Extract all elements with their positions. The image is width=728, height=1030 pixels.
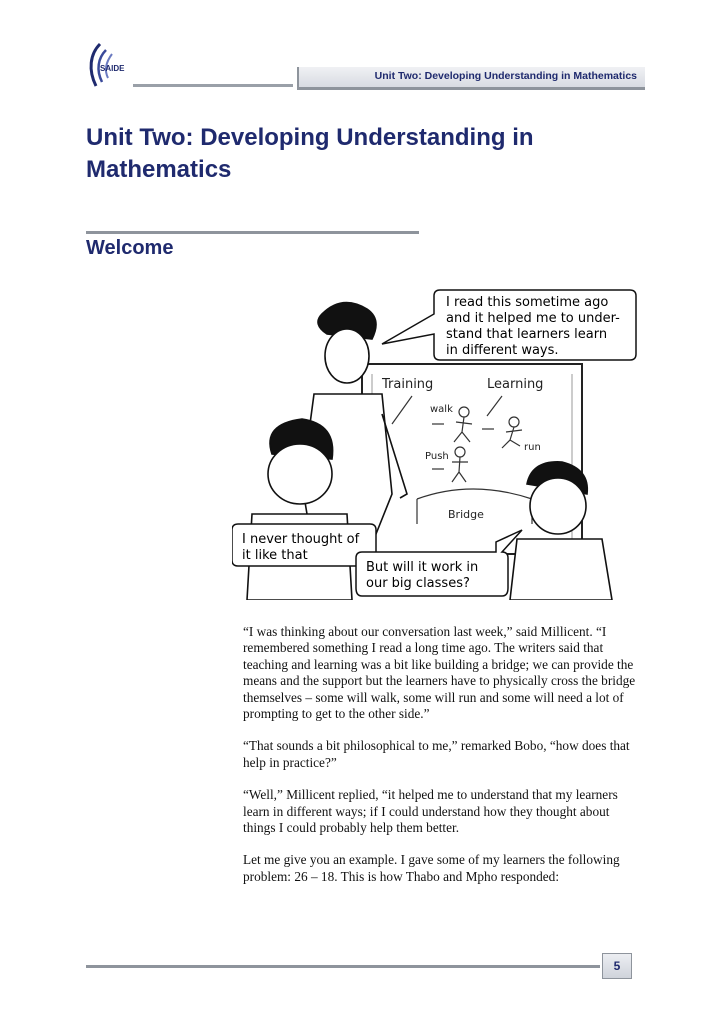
bubble-teacher-line: in different ways.	[446, 343, 559, 358]
header-tab	[297, 67, 645, 90]
footer-rule	[86, 965, 600, 968]
board-label-push: Push	[425, 451, 449, 462]
bubble-left-line: I never thought of	[242, 532, 360, 547]
paragraph: “Well,” Millicent replied, “it helped me to understand that my learners learn in different ways; if I could understand how they thought about things I could probably help them better.	[243, 787, 618, 836]
board-label-bridge: Bridge	[448, 508, 484, 521]
bubble-right-line: our big classes?	[366, 576, 470, 591]
unit-title: Unit Two: Developing Understanding in Mathematics	[86, 124, 534, 183]
board-label-training: Training	[382, 377, 434, 392]
bubble-left-line: it like that	[242, 548, 308, 563]
paragraph: “That sounds a bit philosophical to me,” remarked Bobo, “how does that help in practice?”	[243, 738, 630, 770]
board-label-learning: Learning	[487, 377, 544, 392]
speech-bubble-left	[232, 524, 376, 566]
running-title: Unit Two: Developing Understanding in Mathematics	[374, 70, 637, 82]
section-title: Welcome	[86, 237, 174, 259]
saide-logo	[86, 40, 130, 98]
classroom-cartoon	[232, 284, 644, 600]
header-rule	[133, 84, 293, 87]
bubble-right-line: But will it work in	[366, 560, 479, 575]
bubble-teacher-line: I read this sometime ago	[446, 295, 609, 310]
paragraph: Let me give you an example. I gave some of my learners the following problem: 26 – 18. This is how Thabo and Mpho responded:	[243, 852, 620, 884]
running-header	[133, 67, 643, 89]
speech-bubble-teacher	[382, 290, 636, 360]
section-rule	[86, 231, 419, 234]
board-label-run: run	[524, 442, 541, 453]
page-number: 5	[602, 953, 632, 979]
body-text	[243, 624, 643, 901]
logo-lettering: SAIDE	[100, 64, 125, 73]
board-label-walk: walk	[430, 404, 453, 415]
paragraph: “I was thinking about our conversation last week,” said Millicent. “I remembered something I read a long time ago. The writers said that teaching and learning was a bit like building a bridge; we can provide the means and the support but the learners have to physically cross the bridge themselves – some will walk, some will run and some will need a lot of prompting to get to the other side.”	[243, 624, 636, 722]
bubble-teacher-line: stand that learners learn	[446, 327, 608, 342]
bubble-teacher-line: and it helped me to under-	[446, 311, 620, 326]
